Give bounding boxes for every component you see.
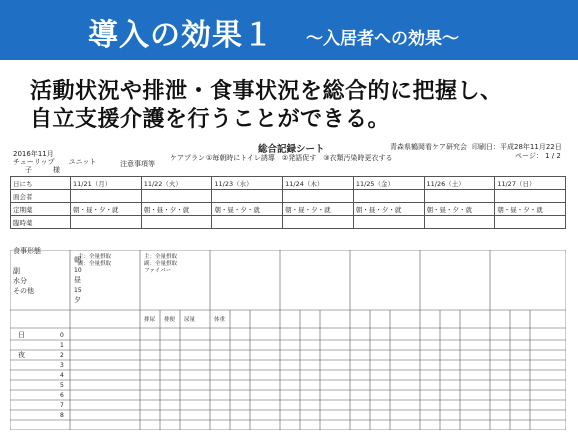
time-row-label: 2 [60,352,64,359]
meds-cell: 朝・昼・夕・就 [212,203,283,216]
log-header: 尿量 [184,317,196,323]
day-row-label: 日にち [11,177,71,190]
hour-label: 15 [74,287,82,294]
day-cell: 11/25（金） [353,177,424,190]
day-cell: 11/23（水） [212,177,283,190]
time-row-label: 7 [60,402,64,409]
time-row-label: 1 [60,342,64,349]
sheet-unit: チューリップ ユニット [13,158,97,166]
water-label: 水分 [13,277,27,285]
food-note: 副：全量摂取 [78,261,112,267]
sheet-title: 総合記録シート [258,144,325,155]
meal-label-lunch: 昼 [74,276,81,284]
food-note: 主：全量摂取 [78,254,112,260]
slide-subtitle: ～入居者への効果～ [306,29,459,49]
time-row-label: 8 [60,412,64,419]
sheet-page: ページ： 1 / 2 [515,152,561,160]
visitor-row [11,190,566,203]
headline-line-2: 自立支援介護を行うことができる。 [30,107,391,132]
day-cell: 11/22（火） [141,177,212,190]
log-header: 体重 [214,317,226,323]
day-table [10,176,566,229]
hour-label: 10 [74,267,82,274]
prn-meds-row [11,216,566,229]
food-note: ファイバー [144,268,172,274]
day-cell: 11/21（月） [71,177,142,190]
time-section-label: 日 [18,331,25,339]
time-row-label: 5 [60,382,64,389]
sheet-notes-label: 注意事項等 [120,160,155,168]
grid-lines [10,250,566,430]
night-section-label: 夜 [18,351,25,359]
log-header: 排尿 [144,317,156,323]
time-row-label: 4 [60,372,64,379]
meds-cell: 朝・昼・夕・就 [71,203,142,216]
time-row-label: 0 [60,332,64,339]
regular-meds-label: 定期薬 [11,203,71,216]
food-note: 主：全量摂取 [144,254,178,260]
meds-cell: 朝・昼・夕・就 [495,203,566,216]
meds-cell: 朝・昼・夕・就 [353,203,424,216]
day-cell: 11/24（木） [283,177,354,190]
meal-label-breakfast: 朝 [74,256,81,264]
prn-meds-label: 臨時薬 [11,216,71,229]
regular-meds-row [11,203,566,216]
sheet-careplan-items: ①毎朝時にトイレ誘導 ②発語促す ③衣類汚染時更衣する [206,154,393,162]
other-label: その他 [13,287,34,295]
meal-label-dinner: 夕 [74,296,81,304]
meal-and-log-grid [10,250,566,430]
day-cell: 11/26（土） [424,177,495,190]
food-note: 副：全量摂取 [144,261,178,267]
headline-line-1: 活動状況や排泄・食事状況を総合的に把握し、 [30,79,503,104]
sheet-month: 2016年11月 [13,150,54,158]
day-row [11,177,566,190]
title-bar [0,0,578,60]
visitor-label: 面会者 [11,190,71,203]
slide-title: 導入の効果１ [88,18,274,53]
time-row-label: 3 [60,362,64,369]
meds-cell: 朝・昼・夕・就 [141,203,212,216]
side-dish-label: 副 [13,267,20,275]
meds-cell: 朝・昼・夕・就 [283,203,354,216]
time-row-label: 6 [60,392,64,399]
record-sheet [10,140,568,430]
day-cell: 11/27（日） [495,177,566,190]
sheet-printed-date: 印刷日：平成28年11月22日 [472,143,562,151]
sheet-resident: 子 様 [25,166,60,174]
meds-cell: 朝・昼・夕・就 [424,203,495,216]
log-header: 排便 [164,317,176,323]
sheet-careplan-label: ケアプラン [170,154,205,162]
meal-form-label: 食事形態 [13,247,41,255]
sheet-org: 青森県鶴岡看ケア研究会 [390,143,467,151]
